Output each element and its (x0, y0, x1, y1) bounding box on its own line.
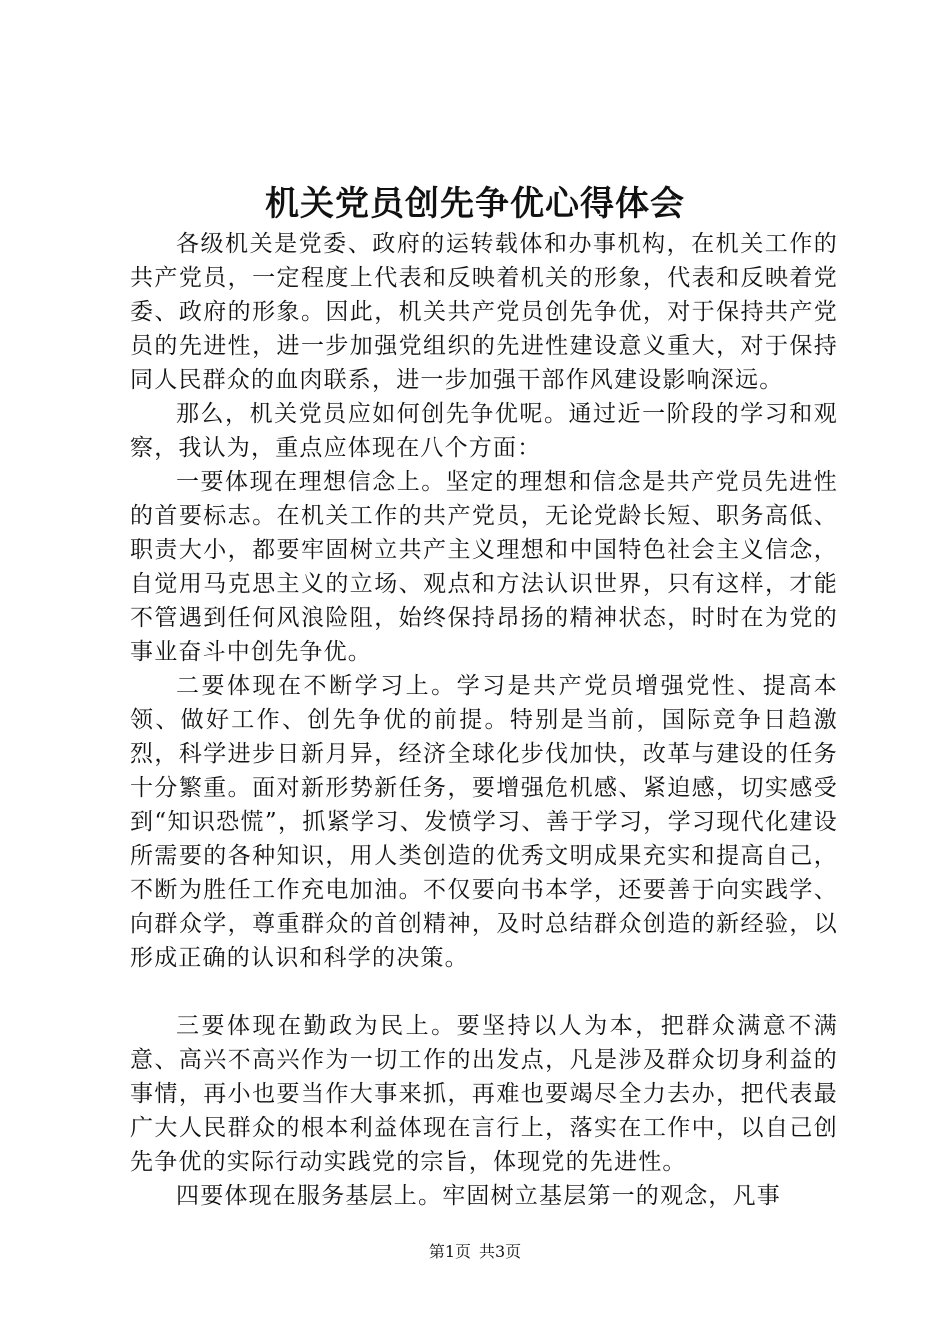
paragraph-point-2: 二要体现在不断学习上。学习是共产党员增强党性、提高本领、做好工作、创先争优的前提。特别是当前，国际竞争日趋激烈，科学进步日新月异，经济全球化步伐加快，改革与建设的任务十分繁重。面对新形势新任务，要增强危机感、紧迫感，切实感受到“知识恐慌”，抓紧学习、发愤学习、善于学习，学习现代化建设所需要的各种知识，用人类创造的优秀文明成果充实和提高自己，不断为胜任工作充电加油。不仅要向书本学，还要善于向实践学、向群众学，尊重群众的首创精神，及时总结群众创造的新经验，以形成正确的认识和科学的决策。 (130, 673, 838, 971)
page-number: 第1页 (428, 1242, 471, 1261)
paragraph-point-4: 四要体现在服务基层上。牢固树立基层第一的观念，凡事 (176, 1183, 781, 1209)
paragraph-question: 那么，机关党员应如何创先争优呢。通过近一阶段的学习和观察，我认为，重点应体现在八个方面： (130, 401, 838, 461)
paragraph-point-1: 一要体现在理想信念上。坚定的理想和信念是共产党员先进性的首要标志。在机关工作的共产党员，无论党龄长短、职务高低、职责大小，都要牢固树立共产主义理想和中国特色社会主义信念，自觉用马克思主义的立场、观点和方法认识世界，只有这样，才能不管遇到任何风浪险阻，始终保持昂扬的精神状态，时时在为党的事业奋斗中创先争优。 (130, 469, 838, 665)
document-body (130, 227, 838, 1213)
blank-line (130, 975, 838, 1009)
document-title: 机关党员创先争优心得体会 (265, 183, 685, 224)
page-footer (0, 1241, 950, 1263)
paragraph-intro: 各级机关是党委、政府的运转载体和办事机构，在机关工作的共产党员，一定程度上代表和反映着机关的形象，代表和反映着党委、政府的形象。因此，机关共产党员创先争优，对于保持共产党员的先进性，进一步加强党组织的先进性建设意义重大，对于保持同人民群众的血肉联系，进一步加强干部作风建设影响深远。 (130, 231, 838, 393)
page-total: 共3页 (479, 1242, 522, 1261)
paragraph-point-3: 三要体现在勤政为民上。要坚持以人为本，把群众满意不满意、高兴不高兴作为一切工作的出发点，凡是涉及群众切身利益的事情，再小也要当作大事来抓，再难也要竭尽全力去办，把代表最广大人民群众的根本利益体现在言行上，落实在工作中，以自己创先争优的实际行动实践党的宗旨，体现党的先进性。 (130, 1013, 838, 1175)
